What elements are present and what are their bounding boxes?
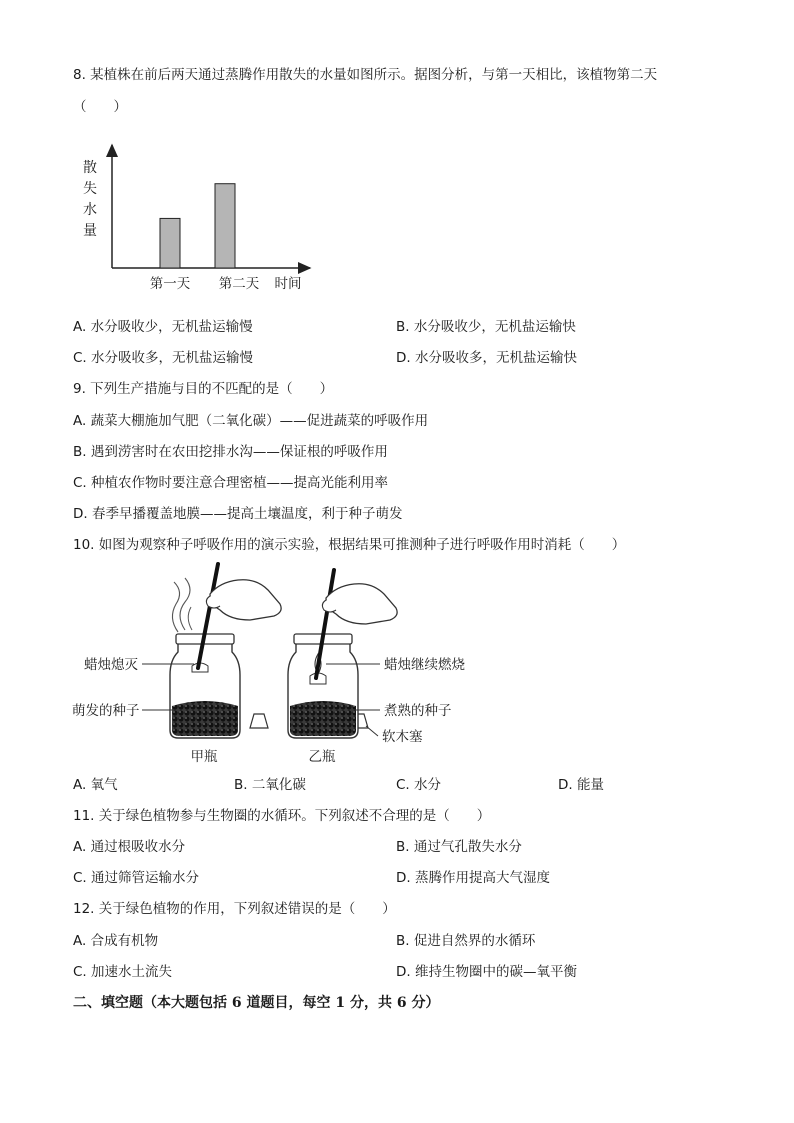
- y-label-char-4: 量: [83, 223, 97, 239]
- label-candle-out: 蜡烛熄灭: [84, 657, 138, 673]
- label-jar-b: 乙瓶: [308, 749, 336, 765]
- q9-option-a: A. 蔬菜大棚施加气肥（二氧化碳）——促进蔬菜的呼吸作用: [73, 413, 429, 429]
- cork-a: [250, 714, 268, 728]
- q11-option-b: B. 通过气孔散失水分: [396, 839, 522, 855]
- q8-option-a: A. 水分吸收少，无机盐运输慢: [73, 319, 253, 335]
- q8-bar-chart: [70, 135, 330, 300]
- label-cork: 软木塞: [382, 729, 423, 745]
- q8-stem: 8. 某植株在前后两天通过蒸腾作用散失的水量如图所示。据图分析，与第一天相比，该植物第二天: [73, 67, 658, 83]
- cooked-seeds: [290, 701, 356, 736]
- jar-a: [170, 564, 281, 738]
- q8-option-b: B. 水分吸收少，无机盐运输快: [396, 319, 576, 335]
- y-label-char-2: 失: [83, 181, 97, 197]
- q11-option-a: A. 通过根吸收水分: [73, 839, 186, 855]
- q10-experiment-diagram: [70, 560, 470, 770]
- q9-stem: 9. 下列生产措施与目的不匹配的是（ ）: [73, 381, 334, 397]
- section-2-title: 二、填空题（本大题包括 6 道题目，每空 1 分，共 6 分）: [73, 995, 440, 1011]
- label-germinating-seeds: 萌发的种子: [72, 703, 140, 719]
- germinating-seeds: [172, 701, 238, 736]
- q8-answer-paren: （ ）: [73, 99, 127, 115]
- q12-option-c: C. 加速水土流失: [73, 964, 173, 980]
- q8-option-d: D. 水分吸收多，无机盐运输快: [396, 350, 577, 366]
- q10-stem: 10. 如图为观察种子呼吸作用的演示实验，根据结果可推测种子进行呼吸作用时消耗（ ）: [73, 537, 626, 553]
- q12-option-d: D. 维持生物圈中的碳—氧平衡: [396, 964, 577, 980]
- hand-b-icon: [326, 584, 397, 624]
- x-tick-day1: 第一天: [149, 276, 191, 292]
- bar-day2: [215, 184, 235, 268]
- q10-option-a: A. 氧气: [73, 777, 118, 793]
- q12-stem: 12. 关于绿色植物的作用，下列叙述错误的是（ ）: [73, 901, 396, 917]
- hand-a-icon: [210, 580, 281, 620]
- q11-option-d: D. 蒸腾作用提高大气湿度: [396, 870, 550, 886]
- q12-option-b: B. 促进自然界的水循环: [396, 933, 536, 949]
- x-tick-day2: 第二天: [218, 276, 260, 292]
- x-axis-label: 时间: [274, 276, 302, 292]
- label-candle-burning: 蜡烛继续燃烧: [384, 657, 465, 673]
- q11-option-c: C. 通过筛管运输水分: [73, 870, 200, 886]
- q10-option-d: D. 能量: [558, 777, 604, 793]
- label-cooked-seeds: 煮熟的种子: [384, 703, 452, 719]
- y-label-char-3: 水: [83, 202, 97, 218]
- q9-option-d: D. 春季早播覆盖地膜——提高土壤温度，利于种子萌发: [73, 506, 403, 522]
- label-jar-a: 甲瓶: [190, 749, 218, 765]
- q9-option-c: C. 种植农作物时要注意合理密植——提高光能利用率: [73, 475, 389, 491]
- jar-b: [288, 570, 397, 738]
- bar-day1: [160, 218, 180, 268]
- q11-stem: 11. 关于绿色植物参与生物圈的水循环。下列叙述不合理的是（ ）: [73, 808, 491, 824]
- q8-option-c: C. 水分吸收多，无机盐运输慢: [73, 350, 254, 366]
- q12-option-a: A. 合成有机物: [73, 933, 159, 949]
- q10-option-b: B. 二氧化碳: [234, 777, 306, 793]
- q9-option-b: B. 遇到涝害时在农田挖排水沟——保证根的呼吸作用: [73, 444, 388, 460]
- q10-option-c: C. 水分: [396, 777, 442, 793]
- y-label-char-1: 散: [83, 160, 97, 176]
